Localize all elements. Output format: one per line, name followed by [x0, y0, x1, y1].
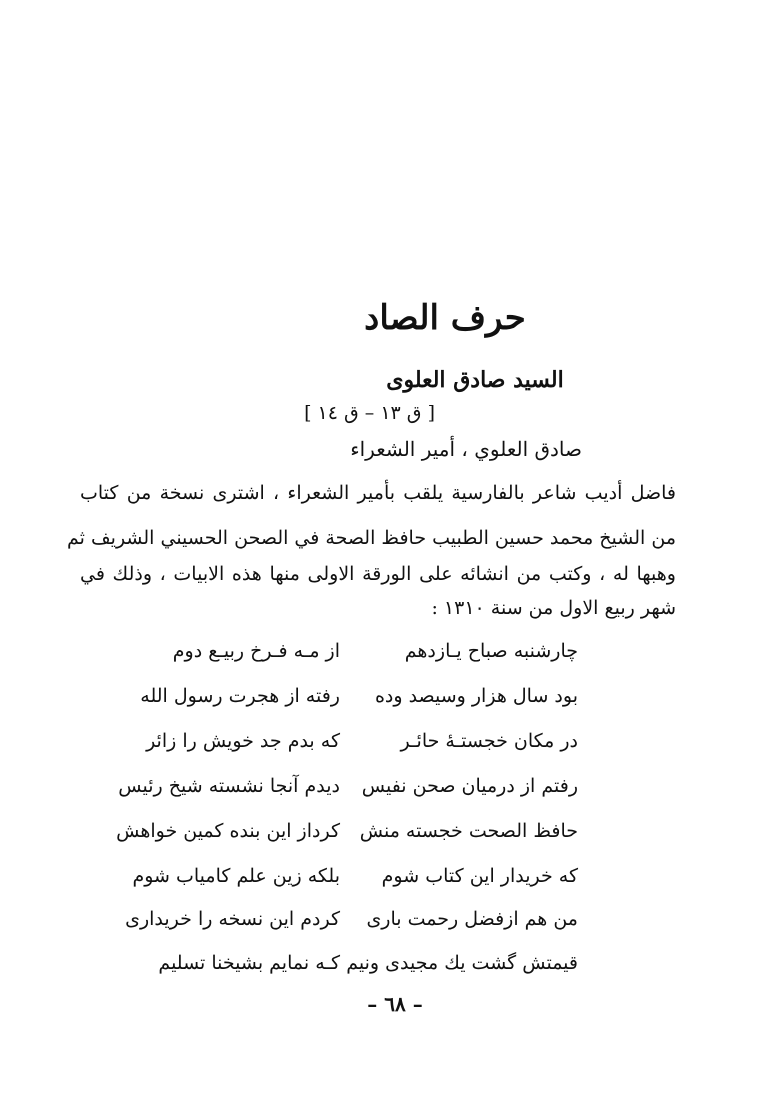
hemistich-second: رفته از هجرت رسول الله [140, 685, 340, 707]
hemistich-first: قيمتش گشت يك مجيدى ونيم [346, 952, 578, 974]
couplet [0, 775, 770, 815]
couplet [0, 908, 770, 948]
hemistich-first: چارشنبه صباح يـازدهم [404, 640, 578, 662]
hemistich-second: كـه نمايم بشيخنا تسليم [158, 952, 340, 974]
hemistich-second: كه بدم جد خويش را زائر [146, 730, 340, 752]
paragraph-line: من الشيخ محمد حسين الطبيب حافظ الصحة في الصحن الحسيني الشريف ثم [67, 527, 676, 549]
entry-name: السيد صادق العلوى [386, 367, 564, 393]
hemistich-second: از مـه فـرخ ربيـع دوم [172, 640, 340, 662]
hemistich-first: رفتم از درميان صحن نفيس [361, 775, 578, 797]
hemistich-first: كه خريدار اين كتاب شوم [381, 865, 578, 887]
hemistich-second: كردم اين نسخه را خريدارى [125, 908, 340, 930]
hemistich-second: بلكه زين علم كامياب شوم [132, 865, 340, 887]
entry-subtitle: صادق العلوي ، أمير الشعراء [350, 437, 582, 461]
paragraph-line: فاضل أديب شاعر بالفارسية يلقب بأمير الشعراء ، اشترى نسخة من كتاب [80, 482, 676, 504]
hemistich-second: كرداز اين بنده كمين خواهش [116, 820, 340, 842]
hemistich-first: من هم ازفضل رحمت بارى [366, 908, 578, 930]
couplet [0, 865, 770, 905]
page-number: – ٦٨ – [367, 992, 423, 1016]
entry-dates: [ ق ١٣ – ق ١٤ ] [304, 402, 435, 424]
paragraph-line: وهبها له ، وكتب من انشائه على الورقة الاولى منها هذه الابيات ، وذلك في [80, 563, 676, 585]
chapter-title: حرف الصاد [364, 298, 526, 338]
hemistich-first: بود سال هزار وسيصد وده [374, 685, 578, 707]
hemistich-second: ديدم آنجا نشسته شيخ رئيس [118, 775, 340, 797]
couplet [0, 820, 770, 860]
couplet [0, 952, 770, 992]
hemistich-first: حافظ الصحت خجسته منش [359, 820, 578, 842]
hemistich-first: در مكان خجستـهٔ حائـر [400, 730, 578, 752]
paragraph-line: شهر ربيع الاول من سنة ١٣١٠ : [431, 597, 676, 619]
couplet [0, 685, 770, 725]
couplet [0, 730, 770, 770]
couplet [0, 640, 770, 680]
